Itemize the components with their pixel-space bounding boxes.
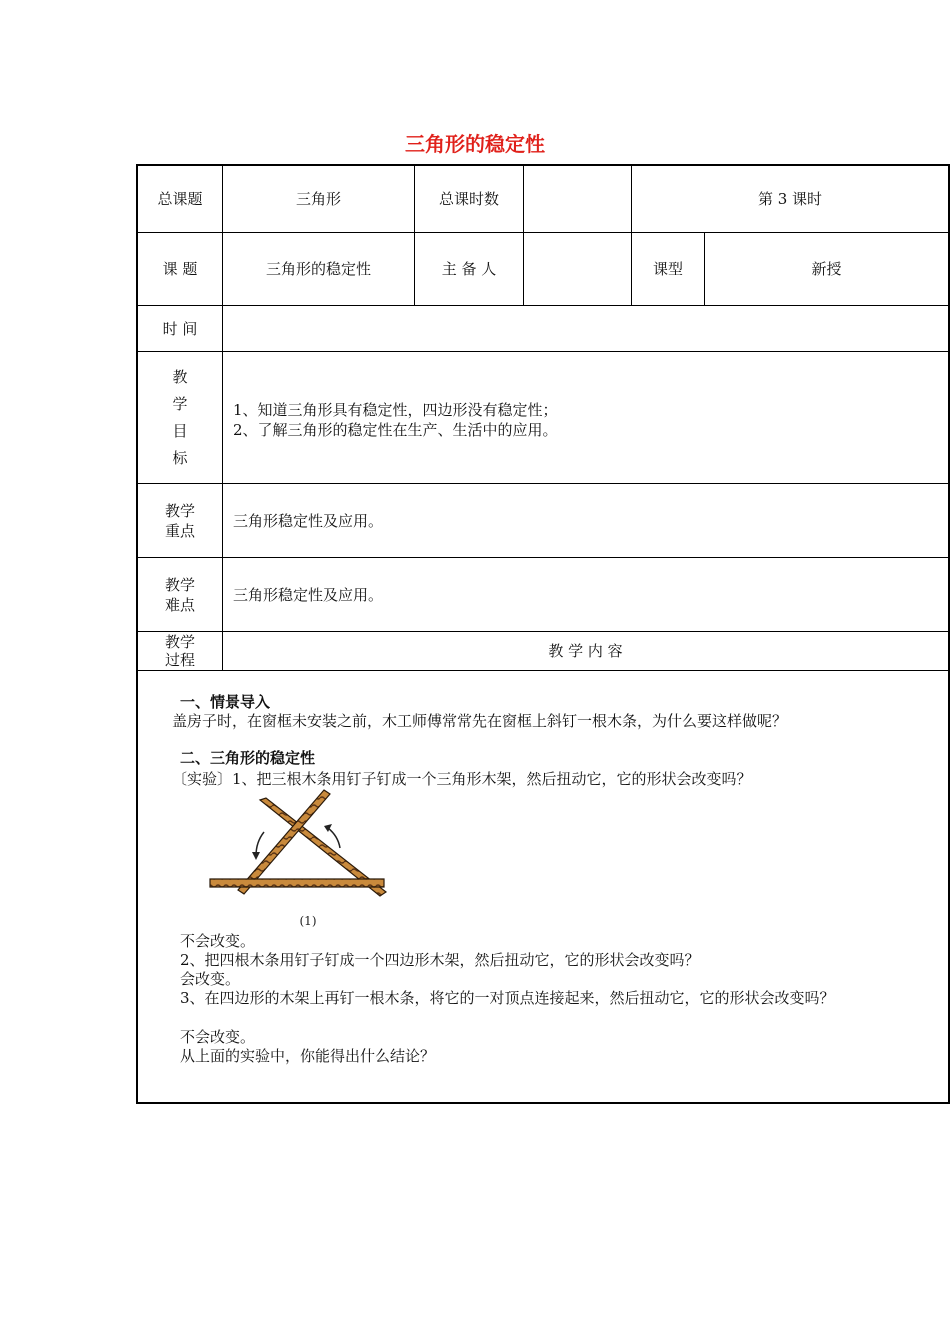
value-lesson-type: 新授 (811, 260, 842, 278)
difficulties-text: 三角形稳定性及应用。 (233, 586, 384, 604)
figure-caption: (1) (299, 914, 317, 928)
row-divider (136, 483, 950, 484)
rotation-arrow-icon (252, 832, 264, 860)
value-lesson-topic: 三角形的稳定性 (265, 260, 371, 278)
label-lesson-topic: 课 题 (162, 260, 198, 278)
value-time (223, 306, 948, 351)
label-char: 标 (172, 448, 188, 467)
section-heading: 一、情景导入 (180, 693, 271, 711)
paragraph: 2、把四根木条用钉子钉成一个四边形木架，然后扭动它，它的形状会改变吗？ (180, 951, 700, 969)
paragraph: 3、在四边形的木架上再钉一根木条，将它的一对顶点连接起来，然后扭动它，它的形状会改变吗？ (180, 989, 835, 1007)
table-border-bottom (136, 1102, 950, 1104)
goal-item: 2、了解三角形的稳定性在生产、生活中的应用。 (233, 421, 558, 439)
label-preparer: 主 备 人 (441, 260, 497, 278)
wood-stick (210, 879, 384, 887)
paragraph: 从上面的实验中，你能得出什么结论？ (180, 1047, 436, 1065)
label-time: 时 间 (162, 319, 198, 338)
label-lesson-type: 课型 (652, 260, 683, 278)
paragraph: 〔实验〕1、把三根木条用钉子钉成一个三角形木架，然后扭动它，它的形状会改变吗？ (172, 770, 752, 788)
label-line: 教学 (164, 575, 195, 594)
label-line: 难点 (164, 595, 195, 614)
label-total-topic: 总课题 (157, 190, 203, 208)
row-divider (136, 351, 950, 352)
label-line: 过程 (164, 651, 195, 669)
label-total-hours: 总课时数 (438, 190, 499, 208)
label-teaching-goals (138, 352, 222, 483)
value-total-topic: 三角形 (295, 190, 341, 208)
label-line: 教学 (164, 501, 195, 520)
label-key-points (138, 484, 222, 557)
rotation-arrow-icon (324, 824, 340, 848)
row-divider (136, 557, 950, 558)
lesson-number: 第 3 课时 (757, 190, 823, 208)
value-total-hours (524, 166, 631, 232)
label-char: 学 (172, 394, 188, 413)
document-title: 三角形的稳定性 (405, 132, 545, 156)
label-line: 教学 (164, 633, 195, 651)
label-char: 教 (172, 367, 188, 386)
goal-item: 1、知道三角形具有稳定性，四边形没有稳定性； (233, 401, 558, 419)
label-line: 重点 (164, 521, 195, 540)
answer: 不会改变。 (180, 1028, 256, 1046)
section-heading: 二、三角形的稳定性 (180, 749, 316, 767)
answer: 不会改变。 (180, 932, 256, 950)
triangle-frame-figure (200, 786, 400, 932)
label-process (138, 632, 222, 670)
label-difficulties (138, 558, 222, 631)
process-header: 教 学 内 容 (548, 642, 623, 660)
value-preparer (524, 233, 631, 305)
label-char: 目 (172, 421, 188, 440)
answer: 会改变。 (180, 970, 241, 988)
row-divider (136, 670, 950, 671)
paragraph: 盖房子时，在窗框未安装之前，木工师傅常常先在窗框上斜钉一根木条，为什么要这样做呢？ (172, 712, 788, 730)
key-points-text: 三角形稳定性及应用。 (233, 512, 384, 530)
